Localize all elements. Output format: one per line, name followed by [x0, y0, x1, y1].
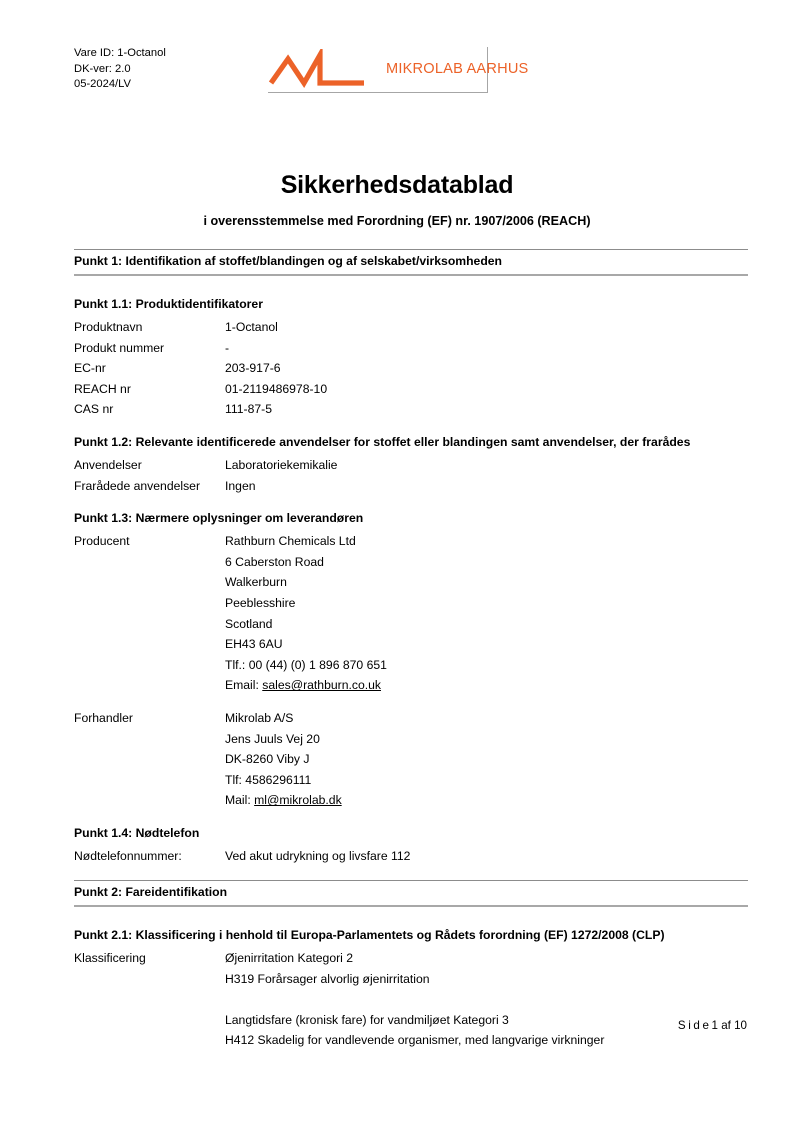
dealer-phone: Tlf: 4586296111	[225, 772, 312, 787]
row-label: Producent	[74, 534, 130, 549]
dealer-email-link[interactable]: ml@mikrolab.dk	[254, 793, 342, 808]
row-label: REACH nr	[74, 381, 131, 396]
row-label: CAS nr	[74, 402, 114, 417]
section-heading-2: Punkt 2: Fareidentifikation	[74, 880, 748, 907]
classification-block	[74, 948, 747, 1050]
page-title: Sikkerhedsdatablad	[280, 171, 514, 199]
table-row	[74, 476, 747, 497]
dealer-address	[225, 708, 747, 811]
meta-line-vare-id: Vare ID: 1-Octanol	[74, 47, 166, 59]
product-identifiers-table	[74, 317, 747, 420]
meta-line-dk-ver: DK-ver: 2.0	[74, 62, 131, 75]
producer-email-link[interactable]: sales@rathburn.co.uk	[262, 678, 381, 693]
supplier-producer-block	[74, 531, 747, 696]
subsection-heading-1-3: Punkt 1.3: Nærmere oplysninger om leverandøren	[74, 511, 364, 526]
section-heading-1: Punkt 1: Identifikation af stoffet/blandingen og af selskabet/virksomheden	[74, 249, 748, 276]
table-row	[74, 455, 747, 476]
address-line: EH43 6AU	[225, 637, 283, 652]
address-line: DK-8260 Viby J	[225, 752, 310, 767]
address-line: Mikrolab A/S	[225, 710, 294, 725]
subsection-heading-2-1: Punkt 2.1: Klassificering i henhold til Europa-Parlamentets og Rådets forordning (EF) 1272/2008 (CLP)	[74, 928, 665, 943]
subsection-heading-1-1: Punkt 1.1: Produktidentifikatorer	[74, 297, 263, 311]
uses-table	[74, 455, 747, 496]
email-prefix: Mail:	[225, 793, 255, 808]
document-meta	[74, 46, 166, 93]
row-label: Klassificering	[74, 951, 146, 966]
footer-page-info: 1 af 10	[711, 1019, 747, 1032]
footer-side-label: Side	[677, 1019, 712, 1032]
company-logo	[268, 47, 529, 93]
row-value: 1-Octanol	[225, 320, 278, 334]
classification-values	[225, 948, 747, 1050]
row-value: Ingen	[225, 478, 256, 493]
row-value: 111-87-5	[225, 402, 272, 417]
row-value: -	[225, 340, 230, 355]
row-value: Laboratoriekemikalie	[225, 457, 338, 472]
address-line: Walkerburn	[225, 575, 287, 590]
row-label: Frarådede anvendelser	[74, 478, 201, 493]
row-label: Nødtelefonnummer:	[74, 848, 182, 863]
mikrolab-ml-monogram-icon	[268, 49, 376, 89]
table-row	[74, 358, 747, 379]
row-label: EC-nr	[74, 361, 106, 376]
row-label: Anvendelser	[74, 457, 142, 472]
supplier-dealer-block	[74, 708, 747, 811]
row-value: 01-2119486978-10	[225, 381, 328, 396]
row-label: Produktnavn	[74, 320, 143, 334]
row-value: 203-917-6	[225, 361, 281, 376]
table-row	[74, 379, 747, 400]
subsection-heading-1-4: Punkt 1.4: Nødtelefon	[74, 825, 200, 840]
hazard-class-line: Øjenirritation Kategori 2	[225, 951, 354, 966]
row-label: Forhandler	[74, 710, 133, 725]
address-line: Peeblesshire	[225, 595, 296, 610]
producer-phone: Tlf.: 00 (44) (0) 1 896 870 651	[225, 657, 387, 672]
page-header	[0, 0, 794, 118]
dealer-email-line	[225, 790, 747, 811]
hazard-statement-line: H412 Skadelig for vandlevende organismer, med langvarige virkninger	[225, 1033, 605, 1048]
email-prefix: Email:	[225, 678, 263, 693]
table-row	[74, 846, 747, 867]
address-line: Scotland	[225, 616, 273, 631]
address-line: Jens Juuls Vej 20	[225, 731, 320, 746]
row-value: Ved akut udrykning og livsfare 112	[225, 848, 411, 863]
meta-line-date-rev: 05-2024/LV	[74, 78, 132, 91]
producer-email-line	[225, 675, 747, 696]
hazard-statement-line: H319 Forårsager alvorlig øjenirritation	[225, 972, 430, 987]
document-body	[0, 229, 794, 1051]
company-logo-text: MIKROLAB AARHUS	[386, 61, 529, 77]
address-line: Rathburn Chemicals Ltd	[225, 534, 356, 549]
page-subtitle: i overensstemmelse med Forordning (EF) nr. 1907/2006 (REACH)	[203, 214, 591, 228]
table-row	[74, 317, 747, 338]
table-row	[74, 399, 747, 420]
table-row	[74, 338, 747, 359]
address-line: 6 Caberston Road	[225, 554, 324, 569]
producer-address	[225, 531, 747, 696]
row-label: Produkt nummer	[74, 340, 165, 355]
hazard-class-line: Langtidsfare (kronisk fare) for vandmiljøet Kategori 3	[225, 1012, 509, 1027]
subsection-heading-1-2: Punkt 1.2: Relevante identificerede anvendelser for stoffet eller blandingen samt anvendelser, der frarådes	[74, 434, 691, 449]
page-footer	[0, 1019, 747, 1032]
